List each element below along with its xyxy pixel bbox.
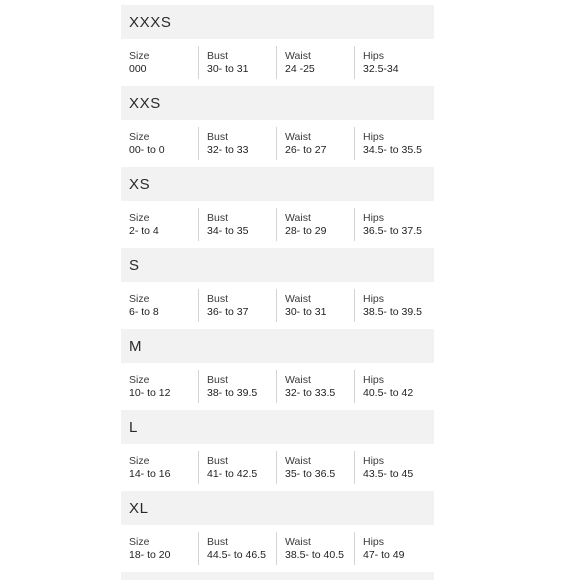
hips-label: Hips xyxy=(363,373,385,386)
measurement-row xyxy=(121,39,434,86)
hips-value: 38.5- to 39.5 xyxy=(363,305,422,318)
size-cell xyxy=(121,451,199,484)
size-cell xyxy=(121,46,199,79)
waist-cell xyxy=(277,208,355,241)
measurement-row xyxy=(121,120,434,167)
measurement-row xyxy=(121,201,434,248)
bust-label: Bust xyxy=(207,292,229,305)
bust-value: 34- to 35 xyxy=(207,224,249,237)
measurement-row xyxy=(121,363,434,410)
hips-value: 40.5- to 42 xyxy=(363,386,414,399)
bust-label: Bust xyxy=(207,535,229,548)
waist-label: Waist xyxy=(285,454,311,467)
waist-value: 35- to 36.5 xyxy=(285,467,336,480)
waist-label: Waist xyxy=(285,535,311,548)
size-section xyxy=(121,491,434,572)
size-value: 2- to 4 xyxy=(129,224,159,237)
waist-cell xyxy=(277,127,355,160)
size-heading: XXS xyxy=(121,86,434,120)
waist-label: Waist xyxy=(285,49,311,62)
bust-label: Bust xyxy=(207,130,229,143)
size-section xyxy=(121,5,434,86)
hips-value: 36.5- to 37.5 xyxy=(363,224,422,237)
size-heading: L xyxy=(121,410,434,444)
measurement-row xyxy=(121,525,434,572)
waist-value: 30- to 31 xyxy=(285,305,327,318)
waist-label: Waist xyxy=(285,373,311,386)
bust-cell xyxy=(199,532,277,565)
size-section xyxy=(121,410,434,491)
bust-cell xyxy=(199,370,277,403)
size-label: Size xyxy=(129,49,150,62)
waist-value: 32- to 33.5 xyxy=(285,386,336,399)
bust-value: 36- to 37 xyxy=(207,305,249,318)
size-cell xyxy=(121,370,199,403)
bust-cell xyxy=(199,208,277,241)
bust-label: Bust xyxy=(207,211,229,224)
bust-cell xyxy=(199,46,277,79)
size-value: 18- to 20 xyxy=(129,548,171,561)
size-section xyxy=(121,167,434,248)
hips-cell xyxy=(355,127,433,160)
hips-label: Hips xyxy=(363,211,385,224)
size-label: Size xyxy=(129,454,150,467)
bust-label: Bust xyxy=(207,454,229,467)
hips-label: Hips xyxy=(363,49,385,62)
size-cell xyxy=(121,289,199,322)
size-value: 6- to 8 xyxy=(129,305,159,318)
size-chart xyxy=(121,5,434,580)
bust-label: Bust xyxy=(207,373,229,386)
hips-label: Hips xyxy=(363,454,385,467)
bust-label: Bust xyxy=(207,49,229,62)
hips-value: 43.5- to 45 xyxy=(363,467,414,480)
hips-value: 34.5- to 35.5 xyxy=(363,143,422,156)
hips-cell xyxy=(355,532,433,565)
waist-cell xyxy=(277,46,355,79)
size-heading: XS xyxy=(121,167,434,201)
bust-cell xyxy=(199,127,277,160)
waist-value: 38.5- to 40.5 xyxy=(285,548,344,561)
size-value: 000 xyxy=(129,62,147,75)
size-section xyxy=(121,248,434,329)
size-section xyxy=(121,86,434,167)
waist-cell xyxy=(277,370,355,403)
waist-label: Waist xyxy=(285,292,311,305)
size-heading: XL xyxy=(121,491,434,525)
waist-value: 26- to 27 xyxy=(285,143,327,156)
waist-cell xyxy=(277,289,355,322)
size-heading: S xyxy=(121,248,434,282)
waist-cell xyxy=(277,451,355,484)
hips-cell xyxy=(355,208,433,241)
hips-cell xyxy=(355,289,433,322)
size-heading: M xyxy=(121,329,434,363)
hips-value: 32.5-34 xyxy=(363,62,399,75)
hips-cell xyxy=(355,451,433,484)
size-value: 00- to 0 xyxy=(129,143,165,156)
hips-value: 47- to 49 xyxy=(363,548,405,561)
hips-cell xyxy=(355,46,433,79)
next-size-header-bar xyxy=(121,572,434,580)
size-cell xyxy=(121,532,199,565)
size-value: 14- to 16 xyxy=(129,467,171,480)
bust-value: 38- to 39.5 xyxy=(207,386,258,399)
size-value: 10- to 12 xyxy=(129,386,171,399)
size-sections xyxy=(121,5,434,572)
waist-label: Waist xyxy=(285,130,311,143)
size-label: Size xyxy=(129,535,150,548)
bust-value: 44.5- to 46.5 xyxy=(207,548,266,561)
size-heading: XXXS xyxy=(121,5,434,39)
size-cell xyxy=(121,208,199,241)
bust-cell xyxy=(199,289,277,322)
bust-value: 41- to 42.5 xyxy=(207,467,258,480)
waist-value: 24 -25 xyxy=(285,62,315,75)
bust-value: 30- to 31 xyxy=(207,62,249,75)
waist-value: 28- to 29 xyxy=(285,224,327,237)
size-section xyxy=(121,329,434,410)
bust-value: 32- to 33 xyxy=(207,143,249,156)
measurement-row xyxy=(121,444,434,491)
size-cell xyxy=(121,127,199,160)
size-label: Size xyxy=(129,211,150,224)
hips-label: Hips xyxy=(363,130,385,143)
size-label: Size xyxy=(129,373,150,386)
hips-label: Hips xyxy=(363,292,385,305)
hips-cell xyxy=(355,370,433,403)
hips-label: Hips xyxy=(363,535,385,548)
waist-cell xyxy=(277,532,355,565)
bust-cell xyxy=(199,451,277,484)
size-label: Size xyxy=(129,130,150,143)
waist-label: Waist xyxy=(285,211,311,224)
measurement-row xyxy=(121,282,434,329)
size-label: Size xyxy=(129,292,150,305)
